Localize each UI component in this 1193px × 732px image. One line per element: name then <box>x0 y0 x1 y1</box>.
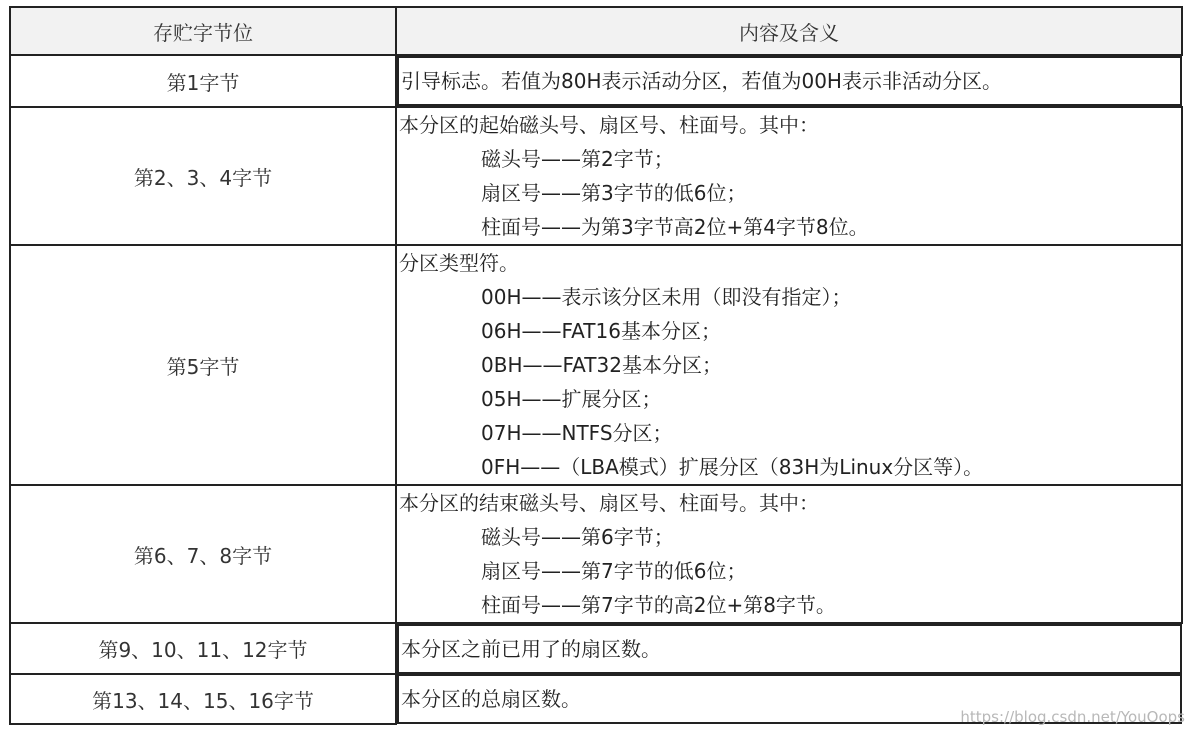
meaning-line: 07H——NTFS分区； <box>481 421 673 445</box>
byte-position-cell: 第6、7、8字节 <box>10 485 396 623</box>
meaning-line: 0BH——FAT32基本分区； <box>481 353 722 377</box>
byte-position-cell: 第1字节 <box>10 55 396 107</box>
meaning-line: 扇区号——第7字节的低6位； <box>481 559 747 583</box>
meaning-cell <box>397 624 1182 674</box>
meaning-line: 0FH——（LBA模式）扩展分区（83H为Linux分区等）。 <box>481 455 984 479</box>
byte-position-cell: 第13、14、15、16字节 <box>10 674 396 724</box>
meaning-line: 磁头号——第6字节； <box>481 525 674 549</box>
meaning-cell <box>396 245 1182 485</box>
partition-entry-table <box>9 6 1183 725</box>
meaning-line: 扇区号——第3字节的低6位； <box>481 181 747 205</box>
meaning-line: 柱面号——为第3字节高2位+第4字节8位。 <box>481 215 869 239</box>
meaning-line: 06H——FAT16基本分区； <box>481 319 721 343</box>
table-row <box>10 245 1182 485</box>
table-row <box>10 485 1182 623</box>
meaning-line: 本分区的结束磁头号、扇区号、柱面号。其中： <box>399 491 819 515</box>
meaning-line: 柱面号——第7字节的高2位+第8字节。 <box>481 593 836 617</box>
meaning-line: 引导标志。若值为80H表示活动分区，若值为00H表示非活动分区。 <box>401 69 1002 93</box>
meaning-line: 本分区的起始磁头号、扇区号、柱面号。其中： <box>399 113 819 137</box>
meaning-line: 05H——扩展分区； <box>481 387 662 411</box>
meaning-cell <box>396 485 1182 623</box>
meaning-line: 00H——表示该分区未用（即没有指定）； <box>481 285 852 309</box>
table-row <box>10 107 1182 245</box>
byte-position-cell: 第2、3、4字节 <box>10 107 396 245</box>
meaning-line: 本分区之前已用了的扇区数。 <box>401 637 661 661</box>
meaning-line: 本分区的总扇区数。 <box>401 687 581 711</box>
meaning-cell <box>397 56 1182 106</box>
header-content-meaning: 内容及含义 <box>396 7 1182 55</box>
source-watermark: https://blog.csdn.net/YouOops <box>960 708 1185 726</box>
table-header-row <box>10 7 1182 55</box>
header-byte-position: 存贮字节位 <box>10 7 396 55</box>
meaning-cell <box>396 107 1182 245</box>
meaning-line: 分区类型符。 <box>399 251 519 275</box>
meaning-line: 磁头号——第2字节； <box>481 147 674 171</box>
table-row <box>10 55 1182 107</box>
byte-position-cell: 第5字节 <box>10 245 396 485</box>
byte-position-cell: 第9、10、11、12字节 <box>10 623 396 674</box>
table-row <box>10 623 1182 674</box>
